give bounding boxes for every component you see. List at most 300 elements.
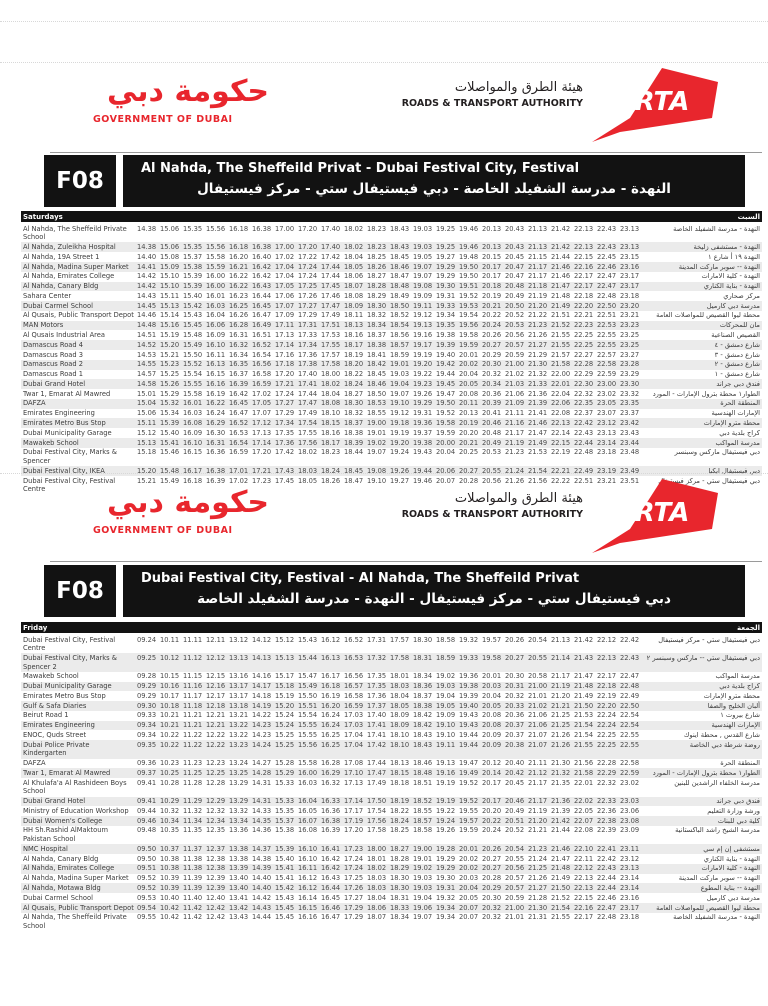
time-cell: 09.33 xyxy=(137,711,157,720)
time-cell: 21.07 xyxy=(528,740,548,749)
table-row xyxy=(21,711,762,721)
time-cell: 21.48 xyxy=(551,291,571,300)
time-cell: 18.52 xyxy=(413,797,433,806)
time-cell: 15.35 xyxy=(183,224,203,233)
time-cell: 18.51 xyxy=(413,778,433,787)
time-cell: 18.46 xyxy=(367,379,387,388)
station-name-ar: مدرسة دبي كارميل xyxy=(706,301,760,310)
time-cell: 19.50 xyxy=(459,272,479,281)
time-cell: 22.06 xyxy=(551,399,571,408)
time-cell: 16.15 xyxy=(183,448,203,457)
time-cell: 11.15 xyxy=(183,672,203,681)
time-cell: 20.12 xyxy=(482,759,502,768)
time-cell: 23.18 xyxy=(597,448,617,457)
time-cell: 15.19 xyxy=(275,691,295,700)
time-cell: 15.10 xyxy=(160,272,180,281)
time-cell: 22.41 xyxy=(597,844,617,853)
time-cell: 18.23 xyxy=(367,242,387,251)
time-cell: 19.47 xyxy=(459,759,479,768)
time-cell: 17.44 xyxy=(321,272,341,281)
time-cell: 22.29 xyxy=(597,768,617,777)
time-cell: 23.32 xyxy=(620,389,640,398)
time-cell: 19.24 xyxy=(436,816,456,825)
time-cell: 16.06 xyxy=(206,321,226,330)
station-name-ar: روضة شرطة دبي الخاصة xyxy=(689,740,760,749)
time-cell: 10.38 xyxy=(160,864,180,873)
station-name-en: ENOC, Quds Street xyxy=(23,731,87,740)
time-cell: 15.54 xyxy=(298,711,318,720)
time-cell: 20.13 xyxy=(459,409,479,418)
time-cell: 15.56 xyxy=(206,242,226,251)
time-cell: 18.24 xyxy=(321,466,341,475)
time-cell: 21.06 xyxy=(528,721,548,730)
time-cell: 19.12 xyxy=(413,311,433,320)
time-cell: 16.18 xyxy=(229,242,249,251)
time-cell: 20.19 xyxy=(482,291,502,300)
time-cell: 16.10 xyxy=(206,340,226,349)
time-cell: 11.22 xyxy=(183,731,203,740)
time-cell: 13.34 xyxy=(229,816,249,825)
station-name-ar: محطة مترو الإمارات xyxy=(703,419,760,428)
time-cell: 16.51 xyxy=(252,331,272,339)
time-cell: 21.56 xyxy=(528,476,548,485)
time-cell: 17.21 xyxy=(275,379,295,388)
time-cell: 15.55 xyxy=(183,379,203,388)
station-name-ar: مان للمحركات xyxy=(719,321,760,330)
time-cell: 15.42 xyxy=(275,883,295,892)
time-cell: 15.37 xyxy=(275,816,295,825)
time-cell: 18.04 xyxy=(390,691,410,700)
time-cell: 23.13 xyxy=(620,224,640,233)
time-cell: 18.15 xyxy=(390,768,410,777)
time-cell: 09.34 xyxy=(137,721,157,730)
time-cell: 17.44 xyxy=(321,262,341,271)
time-cell: 20.46 xyxy=(482,419,502,428)
time-cell: 20.24 xyxy=(482,826,502,835)
time-cell: 22.20 xyxy=(597,701,617,710)
table-row xyxy=(21,854,762,864)
time-cell: 21.17 xyxy=(551,672,571,681)
time-cell: 21.26 xyxy=(528,874,548,883)
time-cell: 19.49 xyxy=(459,768,479,777)
time-cell: 15.29 xyxy=(160,389,180,398)
time-cell: 18.31 xyxy=(413,653,433,662)
time-cell: 18.03 xyxy=(367,883,387,892)
time-cell: 19.08 xyxy=(413,282,433,291)
time-cell: 18.52 xyxy=(390,311,410,320)
time-cell: 18.16 xyxy=(344,331,364,339)
time-cell: 19.04 xyxy=(390,379,410,388)
time-cell: 11.18 xyxy=(183,701,203,710)
time-cell: 19.59 xyxy=(436,428,456,437)
time-cell: 18.33 xyxy=(390,903,410,912)
time-cell: 18.05 xyxy=(344,262,364,271)
time-cell: 14.40 xyxy=(252,874,272,883)
time-cell: 15.56 xyxy=(206,224,226,233)
time-cell: 20.09 xyxy=(482,740,502,749)
departure-times xyxy=(137,340,643,349)
time-cell: 20.47 xyxy=(505,272,525,281)
time-cell: 20.36 xyxy=(505,711,525,720)
time-cell: 21.09 xyxy=(505,399,525,408)
time-cell: 19.20 xyxy=(390,438,410,447)
time-cell: 19.11 xyxy=(413,301,433,310)
time-cell: 17.46 xyxy=(321,291,341,300)
time-cell: 17.56 xyxy=(367,816,387,825)
time-cell: 22.33 xyxy=(597,797,617,806)
departure-times xyxy=(137,844,643,853)
time-cell: 19.04 xyxy=(413,893,433,902)
station-name-ar: النهدة -- بناية المطوع xyxy=(700,883,760,892)
time-cell: 12.15 xyxy=(206,672,226,681)
time-cell: 20.05 xyxy=(459,893,479,902)
time-cell: 17.20 xyxy=(298,242,318,251)
time-cell: 16.11 xyxy=(206,350,226,359)
table-row xyxy=(21,797,762,807)
time-cell: 20.48 xyxy=(505,282,525,291)
time-cell: 21.30 xyxy=(551,759,571,768)
time-cell: 22.36 xyxy=(597,806,617,815)
time-cell: 19.38 xyxy=(459,682,479,691)
table-row xyxy=(21,438,762,448)
time-cell: 20.28 xyxy=(459,476,479,485)
time-cell: 20.55 xyxy=(505,854,525,863)
time-cell: 20.47 xyxy=(505,262,525,271)
time-cell: 20.25 xyxy=(459,448,479,457)
time-cell: 22.43 xyxy=(620,653,640,662)
time-cell: 20.17 xyxy=(482,272,502,281)
time-cell: 22.58 xyxy=(620,759,640,768)
divider xyxy=(0,473,768,474)
time-cell: 18.16 xyxy=(321,428,341,437)
station-name-ar: شارع دمشق - ٣ xyxy=(714,350,760,359)
time-cell: 16.41 xyxy=(321,844,341,853)
time-cell: 21.06 xyxy=(505,389,525,398)
time-cell: 10.37 xyxy=(160,844,180,853)
time-cell: 19.32 xyxy=(436,893,456,902)
time-cell: 14.45 xyxy=(137,301,157,310)
time-cell: 19.42 xyxy=(436,360,456,369)
time-cell: 15.56 xyxy=(298,740,318,749)
time-cell: 12.25 xyxy=(206,768,226,777)
station-name-en: Al Nahda, Canary Bldg xyxy=(23,854,99,863)
time-cell: 17.57 xyxy=(390,635,410,644)
time-cell: 18.23 xyxy=(321,448,341,457)
station-name-ar: شارع دمشق - ٢ xyxy=(714,360,760,369)
time-cell: 09.44 xyxy=(137,806,157,815)
station-name-en: Al Nahda, Emirates College xyxy=(23,272,115,281)
time-cell: 11.42 xyxy=(183,913,203,922)
time-cell: 22.23 xyxy=(574,321,594,330)
time-cell: 20.07 xyxy=(459,903,479,912)
time-cell: 23.18 xyxy=(620,913,640,922)
time-cell: 20.54 xyxy=(528,635,548,644)
time-cell: 16.22 xyxy=(229,282,249,291)
time-cell: 19.51 xyxy=(459,282,479,291)
time-cell: 19.46 xyxy=(459,224,479,233)
time-cell: 16.33 xyxy=(321,797,341,806)
time-cell: 17.26 xyxy=(344,883,364,892)
time-cell: 20.32 xyxy=(482,903,502,912)
time-cell: 23.02 xyxy=(597,389,617,398)
station-name-en: NMC Hospital xyxy=(23,844,68,853)
time-cell: 17.29 xyxy=(344,913,364,922)
time-cell: 14.40 xyxy=(137,252,157,261)
time-cell: 15.58 xyxy=(206,252,226,261)
time-cell: 12.34 xyxy=(206,816,226,825)
time-cell: 17.56 xyxy=(298,438,318,447)
day-label-arabic: الجمعة xyxy=(737,623,760,632)
time-cell: 22.13 xyxy=(551,419,571,428)
time-cell: 23.16 xyxy=(620,893,640,902)
station-name-en: Damascus Road 2 xyxy=(23,360,84,369)
header-logos xyxy=(0,72,768,146)
departure-times xyxy=(137,262,643,271)
time-cell: 20.20 xyxy=(482,806,502,815)
time-cell: 16.22 xyxy=(206,399,226,408)
time-cell: 21.39 xyxy=(528,399,548,408)
station-name-en: Dubai Grand Hotel xyxy=(23,797,86,806)
time-cell: 17.41 xyxy=(367,721,387,730)
time-cell: 21.17 xyxy=(528,778,548,787)
time-cell: 15.10 xyxy=(160,282,180,291)
time-cell: 20.52 xyxy=(505,826,525,835)
time-cell: 18.25 xyxy=(367,252,387,261)
time-cell: 17.14 xyxy=(275,340,295,349)
time-cell: 09.30 xyxy=(137,701,157,710)
time-cell: 16.19 xyxy=(206,389,226,398)
time-cell: 15.47 xyxy=(298,672,318,681)
time-cell: 22.47 xyxy=(597,903,617,912)
time-cell: 19.47 xyxy=(436,389,456,398)
station-name-ar: شارع القدس , محطة اينوك xyxy=(683,731,760,740)
table-row xyxy=(21,672,762,682)
time-cell: 21.21 xyxy=(528,826,548,835)
time-cell: 17.03 xyxy=(344,721,364,730)
time-cell: 19.31 xyxy=(413,409,433,418)
station-name-ar: محطة ليوا القصيص للمواصلات العامة xyxy=(656,903,760,912)
time-cell: 14.39 xyxy=(252,864,272,873)
time-cell: 22.48 xyxy=(620,682,640,691)
time-cell: 22.18 xyxy=(574,291,594,300)
time-cell: 15.40 xyxy=(275,854,295,863)
time-cell: 22.50 xyxy=(597,301,617,310)
time-cell: 23.16 xyxy=(620,262,640,271)
time-cell: 15.41 xyxy=(275,874,295,883)
time-cell: 15.38 xyxy=(183,262,203,271)
time-cell: 19.10 xyxy=(436,731,456,740)
table-row xyxy=(21,682,762,692)
time-cell: 19.22 xyxy=(436,806,456,815)
time-cell: 10.11 xyxy=(160,635,180,644)
time-cell: 20.33 xyxy=(505,701,525,710)
time-cell: 19.38 xyxy=(413,438,433,447)
time-cell: 17.33 xyxy=(298,331,318,339)
time-cell: 18.10 xyxy=(390,731,410,740)
departure-times xyxy=(137,874,643,883)
time-cell: 22.02 xyxy=(574,797,594,806)
time-cell: 17.02 xyxy=(252,389,272,398)
time-cell: 20.27 xyxy=(482,340,502,349)
time-cell: 10.32 xyxy=(160,806,180,815)
time-cell: 10.42 xyxy=(160,903,180,912)
departure-times xyxy=(137,224,643,233)
time-cell: 21.17 xyxy=(505,428,525,437)
station-name-ar: شارع بيروت ١ xyxy=(720,711,760,720)
station-name-ar: مركز صحاري xyxy=(723,291,760,300)
time-cell: 19.03 xyxy=(413,874,433,883)
time-cell: 20.42 xyxy=(505,768,525,777)
time-cell: 21.58 xyxy=(551,360,571,369)
station-name-en: Al Nahda, Zuleikha Hospital xyxy=(23,242,116,251)
time-cell: 22.51 xyxy=(597,311,617,320)
time-cell: 17.20 xyxy=(344,826,364,835)
time-cell: 17.37 xyxy=(367,701,387,710)
departure-times xyxy=(137,311,643,320)
time-cell: 20.18 xyxy=(482,282,502,291)
time-cell: 21.49 xyxy=(574,691,594,700)
time-cell: 21.20 xyxy=(551,691,571,700)
time-cell: 23.11 xyxy=(620,844,640,853)
time-cell: 11.34 xyxy=(183,816,203,825)
time-cell: 16.10 xyxy=(183,438,203,447)
time-cell: 14.12 xyxy=(252,635,272,644)
time-cell: 17.29 xyxy=(298,311,318,320)
time-cell: 18.30 xyxy=(367,301,387,310)
station-name-en: Emirates Metro Bus Stop xyxy=(23,419,106,428)
time-cell: 18.45 xyxy=(390,252,410,261)
time-cell: 15.34 xyxy=(160,409,180,418)
time-cell: 20.29 xyxy=(482,350,502,359)
time-cell: 16.44 xyxy=(321,883,341,892)
time-cell: 15.37 xyxy=(183,252,203,261)
time-cell: 19.27 xyxy=(390,476,410,485)
time-cell: 21.26 xyxy=(505,476,525,485)
time-cell: 20.37 xyxy=(505,731,525,740)
time-cell: 14.48 xyxy=(137,321,157,330)
time-cell: 17.29 xyxy=(275,409,295,418)
time-cell: 18.27 xyxy=(390,844,410,853)
time-cell: 21.48 xyxy=(574,682,594,691)
time-cell: 17.05 xyxy=(252,399,272,408)
time-cell: 15.25 xyxy=(275,731,295,740)
time-cell: 20.26 xyxy=(482,331,502,339)
time-cell: 18.47 xyxy=(344,476,364,485)
time-cell: 18.25 xyxy=(390,826,410,835)
time-cell: 19.59 xyxy=(459,340,479,349)
time-cell: 18.47 xyxy=(390,272,410,281)
time-cell: 09.29 xyxy=(137,691,157,700)
time-cell: 21.47 xyxy=(574,672,594,681)
time-cell: 12.16 xyxy=(206,682,226,691)
time-cell: 22.13 xyxy=(574,874,594,883)
departure-times xyxy=(137,409,643,418)
time-cell: 17.40 xyxy=(367,711,387,720)
time-cell: 21.55 xyxy=(551,340,571,349)
authority-name-english: ROADS & TRANSPORT AUTHORITY xyxy=(401,509,583,520)
time-cell: 23.14 xyxy=(620,874,640,883)
station-name-ar: ورشة وزارة التعليم xyxy=(707,806,760,815)
time-cell: 22.17 xyxy=(574,272,594,281)
table-row xyxy=(21,428,762,438)
time-cell: 10.35 xyxy=(160,826,180,835)
time-cell: 19.46 xyxy=(413,476,433,485)
time-cell: 18.19 xyxy=(344,350,364,359)
station-name-en: Dubai Grand Hotel xyxy=(23,379,86,388)
time-cell: 21.53 xyxy=(574,711,594,720)
time-cell: 20.43 xyxy=(505,242,525,251)
time-cell: 19.08 xyxy=(367,466,387,475)
time-cell: 14.42 xyxy=(137,282,157,291)
time-cell: 19.26 xyxy=(390,466,410,475)
time-cell: 18.46 xyxy=(390,262,410,271)
time-cell: 19.30 xyxy=(436,282,456,291)
time-cell: 19.10 xyxy=(436,721,456,730)
time-cell: 22.59 xyxy=(597,370,617,379)
time-cell: 18.57 xyxy=(390,340,410,349)
time-cell: 22.01 xyxy=(574,778,594,787)
time-cell: 17.32 xyxy=(367,653,387,662)
time-cell: 10.39 xyxy=(160,883,180,892)
time-cell: 16.10 xyxy=(298,844,318,853)
time-cell: 19.25 xyxy=(436,242,456,251)
time-cell: 17.13 xyxy=(275,331,295,339)
table-row xyxy=(21,262,762,272)
time-cell: 16.09 xyxy=(206,331,226,339)
time-cell: 20.39 xyxy=(482,399,502,408)
time-cell: 15.24 xyxy=(275,711,295,720)
time-cell: 16.17 xyxy=(183,466,203,475)
time-cell: 14.37 xyxy=(252,844,272,853)
time-cell: 19.34 xyxy=(436,913,456,922)
time-cell: 17.55 xyxy=(298,428,318,437)
time-cell: 16.13 xyxy=(206,360,226,369)
time-cell: 15.43 xyxy=(275,893,295,902)
time-cell: 15.18 xyxy=(137,448,157,457)
time-cell: 22.43 xyxy=(597,224,617,233)
time-cell: 18.19 xyxy=(390,797,410,806)
time-cell: 10.34 xyxy=(160,816,180,825)
station-name-en: MAN Motors xyxy=(23,321,64,330)
time-cell: 22.15 xyxy=(574,252,594,261)
time-cell: 15.39 xyxy=(183,272,203,281)
time-cell: 23.09 xyxy=(620,826,640,835)
time-cell: 17.40 xyxy=(321,224,341,233)
time-cell: 18.02 xyxy=(367,864,387,873)
station-name-ar: النهدة -- سوبر ماركت المدينة xyxy=(678,874,760,883)
station-name-ar: القصيص الصناعية xyxy=(711,331,760,339)
time-cell: 13.16 xyxy=(229,672,249,681)
time-cell: 13.24 xyxy=(229,759,249,768)
time-cell: 19.02 xyxy=(436,672,456,681)
time-cell: 23.03 xyxy=(620,797,640,806)
time-cell: 20.05 xyxy=(459,379,479,388)
time-cell: 12.40 xyxy=(206,893,226,902)
station-name-ar: النهدة ١٩ أ شارع ١ xyxy=(707,252,760,261)
time-cell: 19.39 xyxy=(436,340,456,349)
time-cell: 20.17 xyxy=(482,797,502,806)
time-cell: 22.16 xyxy=(574,903,594,912)
time-cell: 10.18 xyxy=(160,701,180,710)
time-cell: 16.32 xyxy=(229,340,249,349)
time-cell: 17.27 xyxy=(344,893,364,902)
time-cell: 23.05 xyxy=(597,399,617,408)
time-cell: 22.22 xyxy=(551,476,571,485)
time-cell: 19.31 xyxy=(436,291,456,300)
time-cell: 16.52 xyxy=(229,419,249,428)
time-cell: 12.29 xyxy=(206,797,226,806)
time-cell: 19.44 xyxy=(413,466,433,475)
